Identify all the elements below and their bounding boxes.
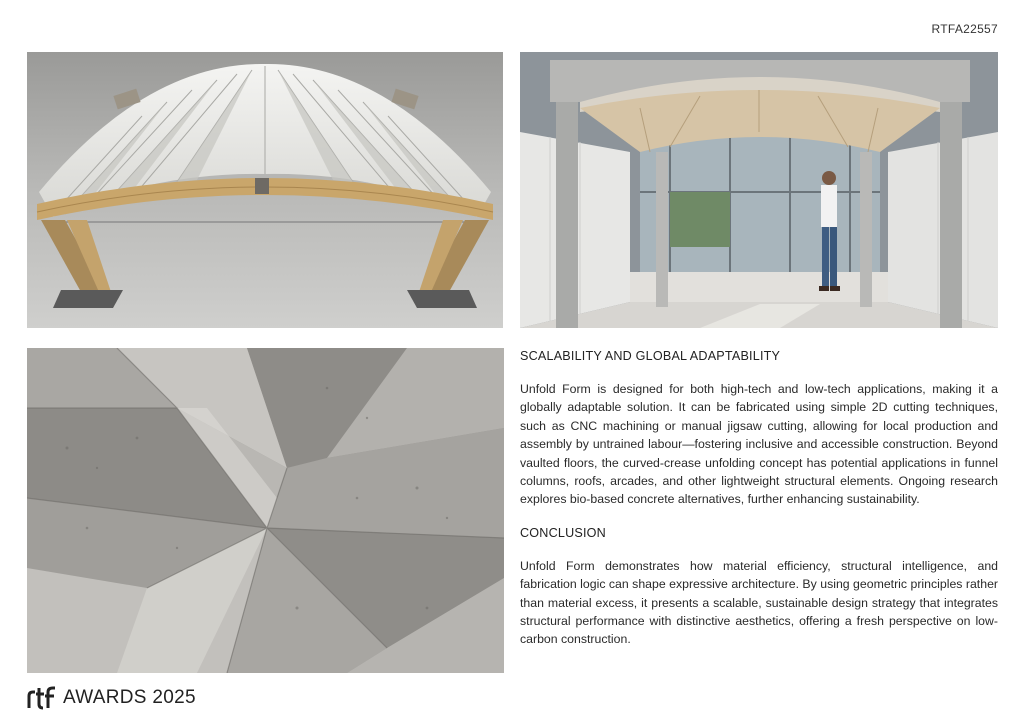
concrete-soffit-photo <box>27 348 504 673</box>
section-body-scalability: Unfold Form is designed for both high-tech and low-tech applications, making it a globally adaptable solution. It can be fabricated using simple 2D cutting techniques, such as CNC machining or manual jigsaw cutting, allowing for local production and assembly by untrained labour—fostering inclusive and accessible construction. Beyond vaulted floors, the curved-crease unfolding concept has potential applications in funnel columns, roofs, arcades, and other lightweight structural elements. Ongoing research explores bio-based concrete alternatives, further enhancing sustainability. <box>520 382 998 507</box>
footer-brand-text: AWARDS 2025 <box>63 687 196 708</box>
text-column <box>520 349 998 666</box>
vault-model-photo <box>27 52 503 328</box>
section-heading-conclusion: CONCLUSION <box>520 525 606 540</box>
section-heading-scalability: SCALABILITY AND GLOBAL ADAPTABILITY <box>520 349 781 363</box>
section-body-conclusion: Unfold Form demonstrates how material efficiency, structural intelligence, and fabrication logic can shape expressive architecture. By using geometric principles rather than material excess, it presents a scalable, sustainable design strategy that integrates structural performance with distinctive aesthetics, offering a fresh perspective on low-carbon construction. <box>520 558 998 647</box>
footer-brand <box>27 684 196 712</box>
rtf-logo-icon <box>27 686 57 710</box>
reference-code: RTFA22557 <box>931 22 998 36</box>
pavilion-interior-photo <box>520 52 998 328</box>
